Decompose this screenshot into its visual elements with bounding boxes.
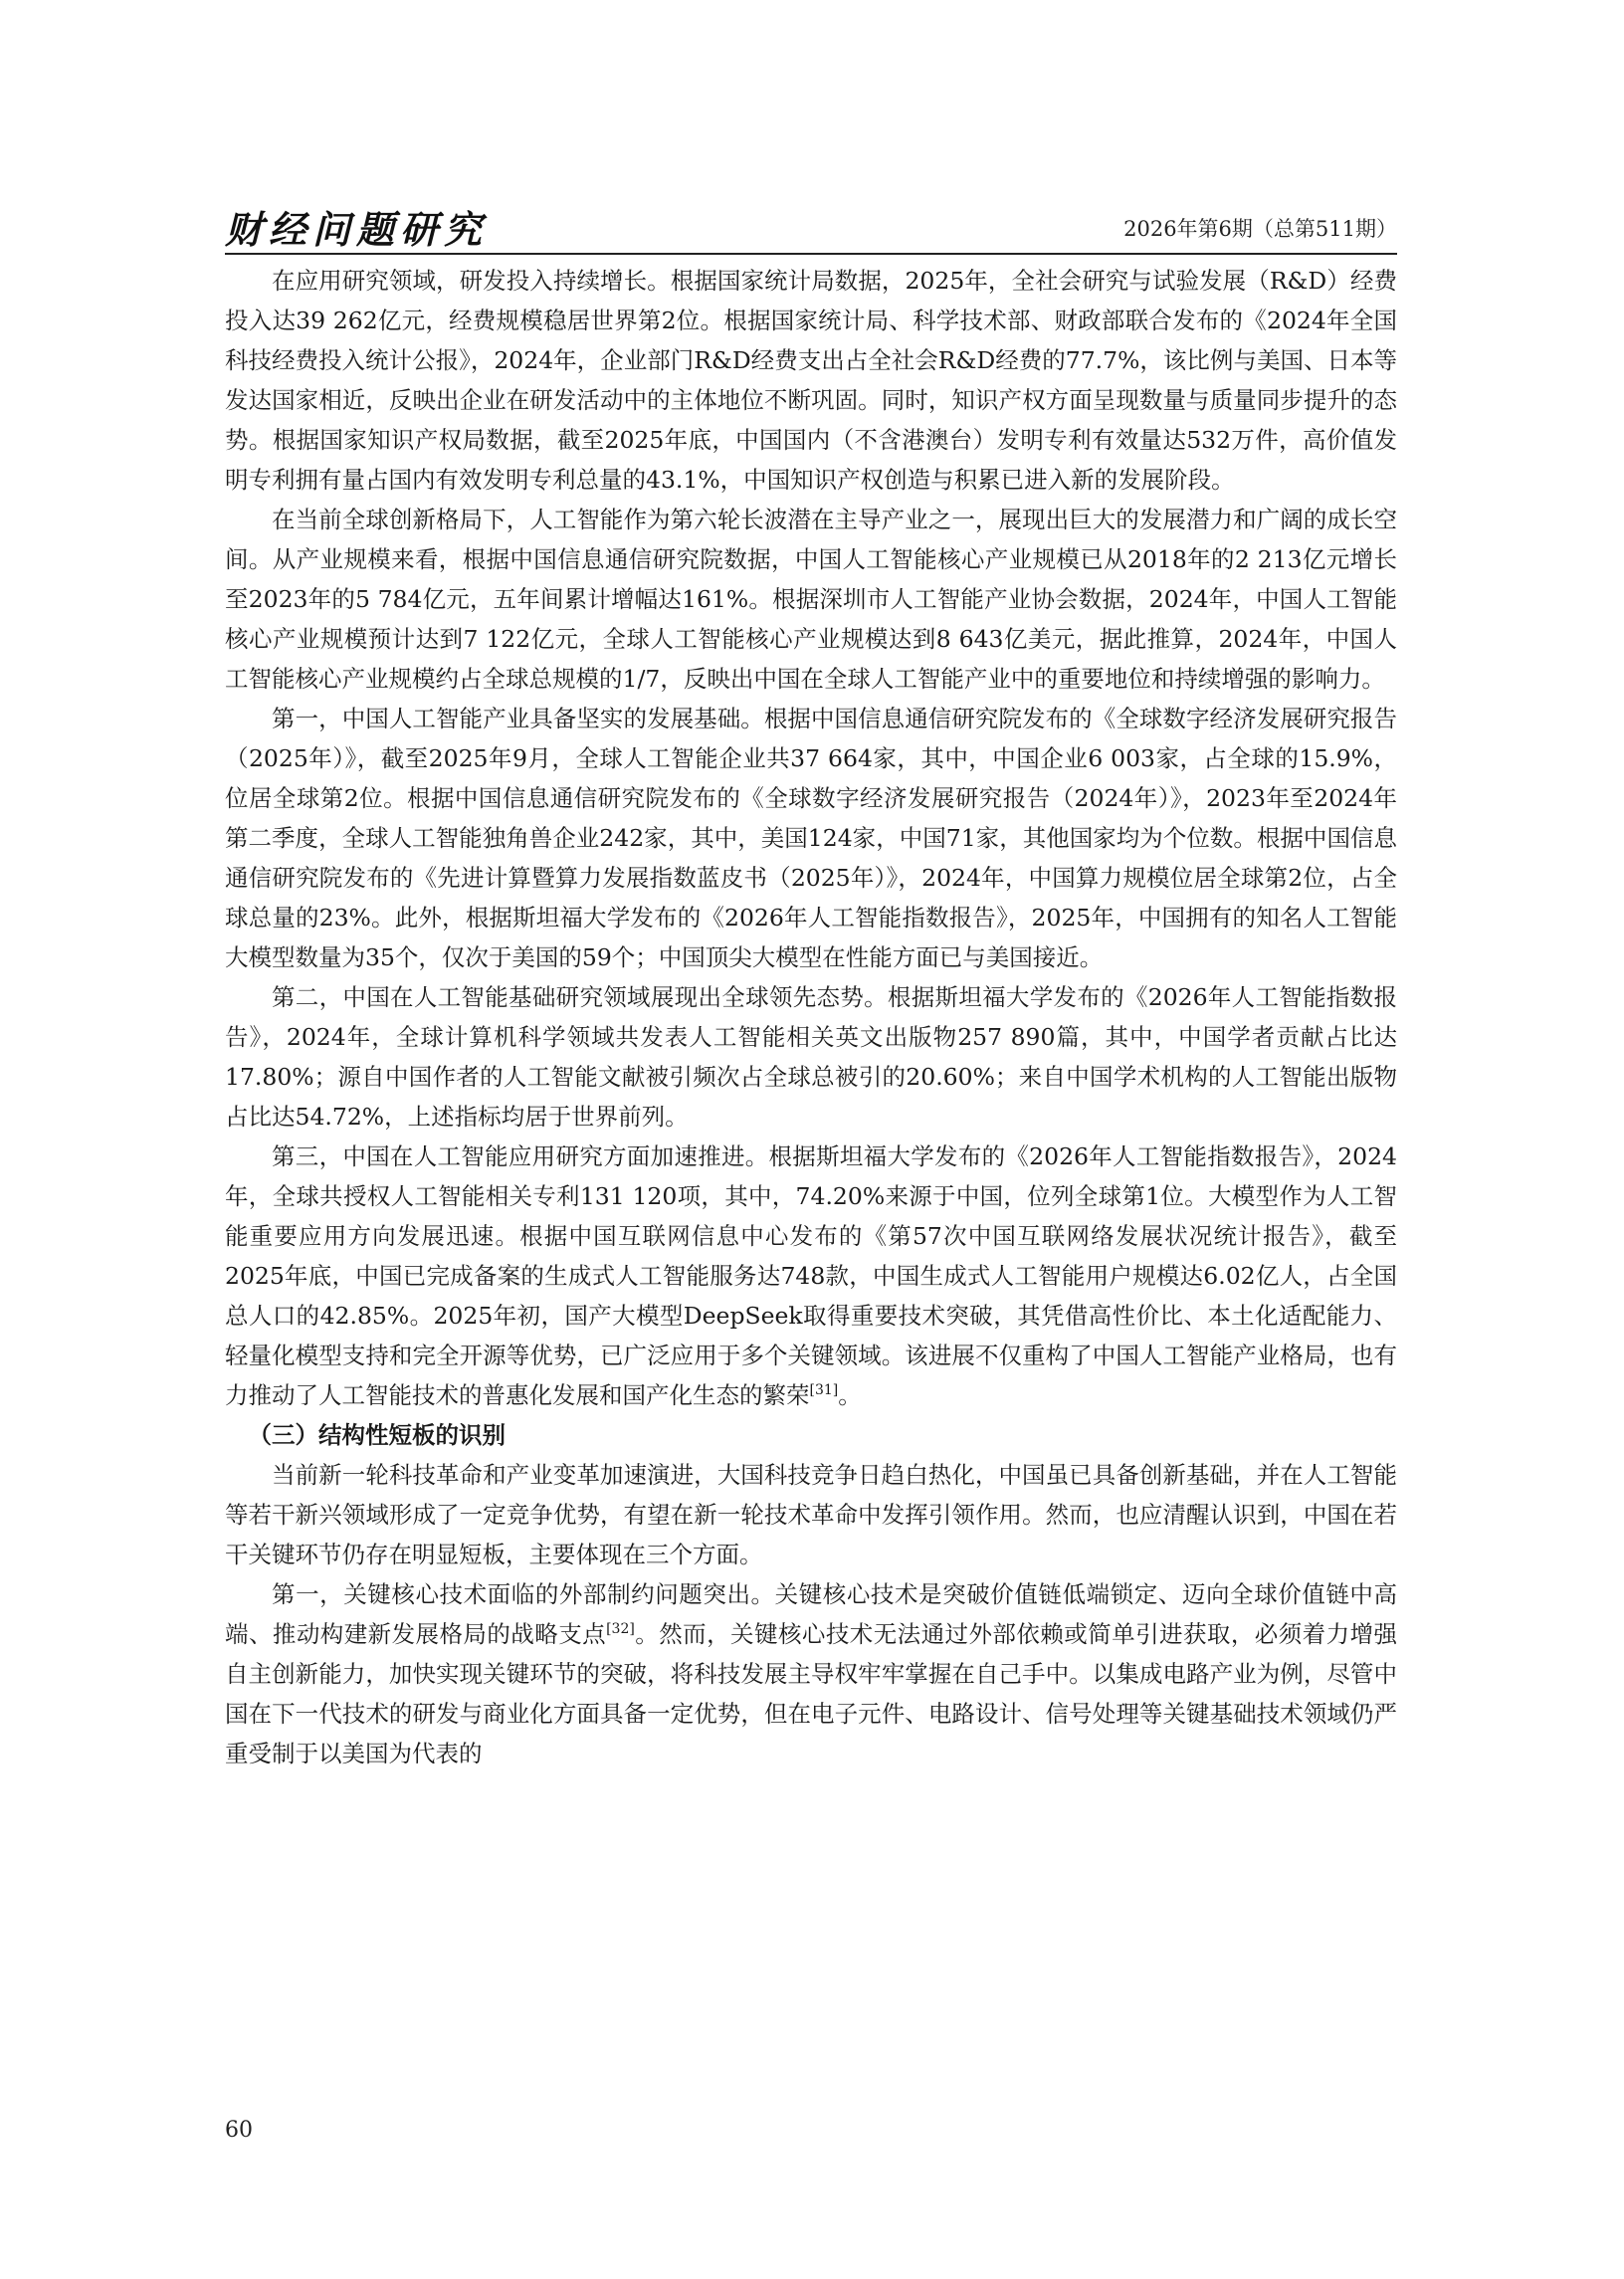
- paragraph-ai-foundation: 第一，中国人工智能产业具备坚实的发展基础。根据中国信息通信研究院发布的《全球数字经济发展研究报告（2025年）》，截至2025年9月，全球人工智能企业共37 664家，其中，中国企业6 003家，占全球的15.9%，位居全球第2位。根据中国信息通信研究院发布的《全球数字经济发展研究报告（2024年）》，2023年至2024年第二季度，全球人工智能独角兽企业242家，其中，美国124家，中国71家，其他国家均为个位数。根据中国信息通信研究院发布的《先进计算暨算力发展指数蓝皮书（2025年）》，2024年，中国算力规模位居全球第2位，占全球总量的23%。此外，根据斯坦福大学发布的《2026年人工智能指数报告》，2025年，中国拥有的知名人工智能大模型数量为35个，仅次于美国的59个；中国顶尖大模型在性能方面已与美国接近。: [225, 705, 1397, 971]
- paragraph-rd-investment: 在应用研究领域，研发投入持续增长。根据国家统计局数据，2025年，全社会研究与试验发展（R&D）经费投入达39 262亿元，经费规模稳居世界第2位。根据国家统计局、科学技术部、财政部联合发布的《2024年全国科技经费投入统计公报》，2024年，企业部门R&D经费支出占全社会R&D经费的77.7%，该比例与美国、日本等发达国家相近，反映出企业在研发活动中的主体地位不断巩固。同时，知识产权方面呈现数量与质量同步提升的态势。根据国家知识产权局数据，截至2025年底，中国国内（不含港澳台）发明专利有效量达532万件，高价值发明专利拥有量占国内有效发明专利总量的43.1%，中国知识产权创造与积累已进入新的发展阶段。: [225, 267, 1397, 494]
- issue-info: 2026年第6期（总第511期）: [1123, 217, 1397, 241]
- paragraph-core-technology: [225, 1574, 1397, 1773]
- citation-32: [32]: [606, 1621, 635, 1638]
- paragraph-ai-application-text: 第三，中国在人工智能应用研究方面加速推进。根据斯坦福大学发布的《2026年人工智能指数报告》，2024年，全球共授权人工智能相关专利131 120项，其中，74.20%来源于中国，位列全球第1位。大模型作为人工智能重要应用方向发展迅速。根据中国互联网信息中心发布的《第57次中国互联网络发展状况统计报告》，截至2025年底，中国已完成备案的生成式人工智能服务达748款，中国生成式人工智能用户规模达6.02亿人，占全国总人口的42.85%。2025年初，国产大模型DeepSeek取得重要技术突破，其凭借高性价比、本土化适配能力、轻量化模型支持和完全开源等优势，已广泛应用于多个关键领域。该进展不仅重构了中国人工智能产业格局，也有力推动了人工智能技术的普惠化发展和国产化生态的繁荣: [225, 1142, 1397, 1409]
- page-number: 60: [225, 2118, 253, 2143]
- section-heading: （三）结构性短板的识别: [248, 1421, 506, 1449]
- journal-title-logo: 财经问题研究: [225, 207, 489, 252]
- citation-31: [31]: [809, 1382, 839, 1399]
- paragraph-ai-basic-research: 第二，中国在人工智能基础研究领域展现出全球领先态势。根据斯坦福大学发布的《2026年人工智能指数报告》，2024年，全球计算机科学领域共发表人工智能相关英文出版物257 890篇，其中，中国学者贡献占比达17.80%；源自中国作者的人工智能文献被引频次占全球总被引的20.60%；来自中国学术机构的人工智能出版物占比达54.72%，上述指标均居于世界前列。: [225, 983, 1397, 1131]
- page-header: [225, 199, 1397, 255]
- article-body: [225, 261, 1397, 1773]
- paragraph-core-technology-text-a: 第一，关键核心技术面临的外部制约问题突出。关键核心技术是突破价值链低端锁定、迈向全球价值链中高端、推动构建新发展格局的战略支点: [225, 1580, 1397, 1648]
- paragraph-ai-application: [225, 1137, 1397, 1415]
- paragraph-structural-weakness-intro: 当前新一轮科技革命和产业变革加速演进，大国科技竞争日趋白热化，中国虽已具备创新基础，并在人工智能等若干新兴领域形成了一定竞争优势，有望在新一轮技术革命中发挥引领作用。然而，也应清醒认识到，中国在若干关键环节仍存在明显短板，主要体现在三个方面。: [225, 1461, 1397, 1568]
- paragraph-ai-application-end: 。: [838, 1381, 862, 1409]
- paragraph-ai-industry-scale: 在当前全球创新格局下，人工智能作为第六轮长波潜在主导产业之一，展现出巨大的发展潜力和广阔的成长空间。从产业规模来看，根据中国信息通信研究院数据，中国人工智能核心产业规模已从2018年的2 213亿元增长至2023年的5 784亿元，五年间累计增幅达161%。根据深圳市人工智能产业协会数据，2024年，中国人工智能核心产业规模预计达到7 122亿元，全球人工智能核心产业规模达到8 643亿美元，据此推算，2024年，中国人工智能核心产业规模约占全球总规模的1/7，反映出中国在全球人工智能产业中的重要地位和持续增强的影响力。: [225, 506, 1397, 693]
- paragraph-core-technology-text-b: 。然而，关键核心技术无法通过外部依赖或简单引进获取，必须着力增强自主创新能力，加快实现关键环节的突破，将科技发展主导权牢牢掌握在自己手中。以集成电路产业为例，尽管中国在下一代技术的研发与商业化方面具备一定优势，但在电子元件、电路设计、信号处理等关键基础技术领域仍严重受制于以美国为代表的: [225, 1620, 1398, 1767]
- header-divider: [225, 253, 1397, 255]
